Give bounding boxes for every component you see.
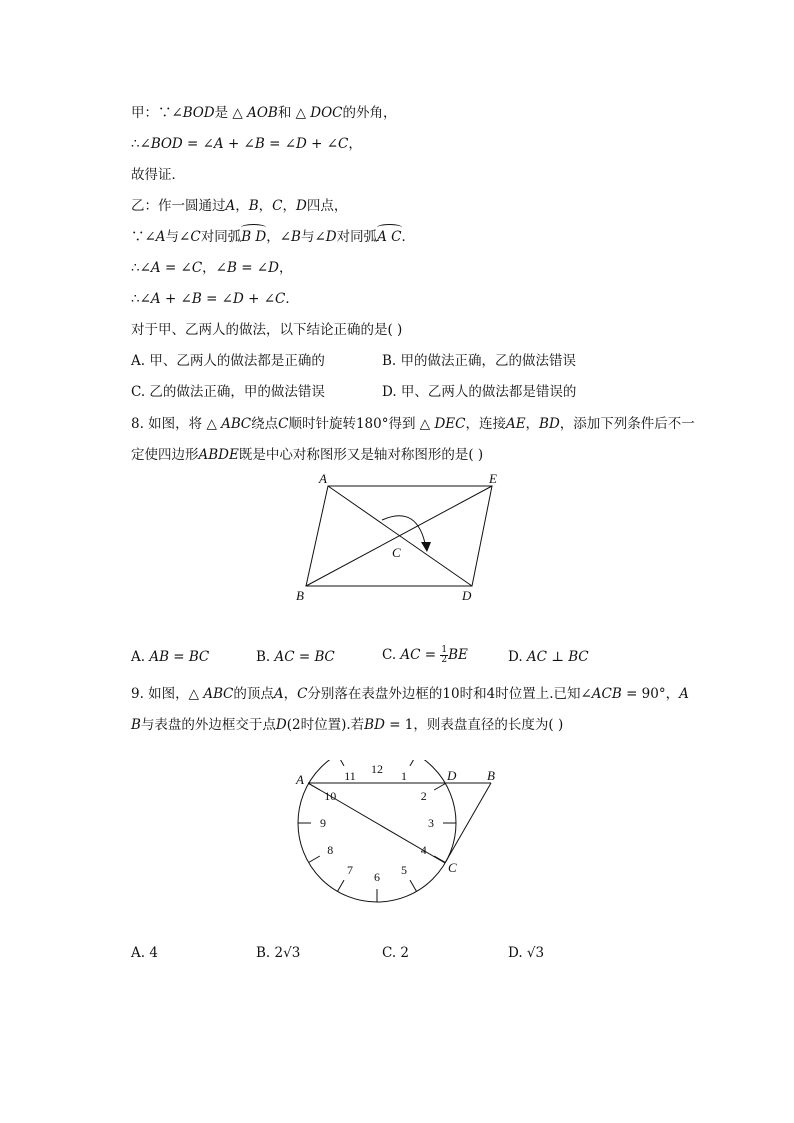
clock-number: 2: [420, 789, 427, 803]
fraction-denominator: 2: [441, 655, 448, 665]
rotation-arrow-head: [421, 542, 431, 552]
clock-tick: [309, 856, 320, 863]
rotation-arrow-arc: [382, 516, 426, 548]
q8-option-c[interactable]: [382, 646, 468, 665]
clock-tick: [338, 880, 345, 891]
q9-stem-line1: 9. 如图，△ 𝐴𝐵𝐶的顶点𝐴，𝐶分别落在表盘外边框的10时和4时位置上.已知∠𝐴𝐶𝐵 = 90°，𝐴: [131, 686, 689, 702]
q7-line-yi: 乙：作一圆通过𝐴，𝐵，𝐶，𝐷四点，: [131, 198, 348, 214]
q7-option-b[interactable]: B. 甲的做法正确，乙的做法错误: [382, 353, 577, 369]
clock-tick: [338, 760, 345, 766]
q7-option-a[interactable]: A. 甲、乙两人的做法都是正确的: [131, 353, 325, 369]
q9-label-a: A: [296, 772, 304, 787]
arc-text-2: ，∠𝐵与∠𝐷对同弧: [266, 229, 378, 245]
q7-option-d[interactable]: D. 甲、乙两人的做法都是错误的: [382, 384, 577, 400]
q7-question: 对于甲、乙两人的做法，以下结论正确的是( ): [131, 322, 403, 338]
clock-number: 11: [344, 769, 356, 784]
clock-number: 7: [347, 862, 353, 877]
q7-line-arcs: [131, 228, 415, 246]
q8-label-c: C: [392, 545, 401, 560]
clock-tick: [434, 856, 445, 863]
fraction-numerator: 1: [441, 645, 448, 655]
q7-line-jia-proof: ∴∠𝐵𝑂𝐷 = ∠𝐴 + ∠𝐵 = ∠𝐷 + ∠𝐶，: [131, 136, 362, 152]
clock-tick: [410, 760, 417, 766]
clock-number: 12: [371, 762, 383, 776]
arc-text-3: ．: [401, 229, 415, 245]
q7-line-jia: 甲：∵∠𝐵𝑂𝐷是 △ 𝐴𝑂𝐵和 △ 𝐷𝑂𝐶的外角，: [131, 105, 397, 121]
clock-tick: [410, 880, 417, 891]
q8-stem-line1: 8. 如图，将 △ 𝐴𝐵𝐶绕点𝐶顺时针旋转180°得到 △ 𝐷𝐸𝐶，连接𝐴𝐸，𝐵𝐷，添加下列条件后不一: [131, 416, 695, 432]
clock-number: 1: [401, 769, 407, 784]
q9-stem-line2: 𝐵与表盘的外边框交于点𝐷(2时位置).若𝐵𝐷 = 1，则表盘直径的长度为( ): [131, 717, 564, 733]
arc-text-1: ∵∠𝐴与∠𝐶对同弧: [131, 229, 242, 245]
q9-option-a[interactable]: A. 4: [131, 945, 158, 961]
q9-label-b: B: [487, 768, 495, 783]
arc-bd: 𝐵 𝐷: [241, 229, 267, 245]
q7-line-equal-angles: ∴∠𝐴 = ∠𝐶，∠𝐵 = ∠𝐷，: [131, 260, 293, 276]
q7-line-conclusion: ∴∠𝐴 + ∠𝐵 = ∠𝐷 + ∠𝐶．: [131, 291, 299, 307]
clock-tick: [434, 784, 445, 791]
q7-line-proved: 故得证．: [131, 167, 185, 183]
q8-option-b[interactable]: B. 𝐴𝐶 = 𝐵𝐶: [256, 649, 335, 665]
q8-label-b: B: [296, 588, 304, 603]
clock-number: 9: [320, 816, 326, 830]
q8-label-e: E: [489, 471, 497, 486]
clock-number: 3: [428, 816, 434, 830]
clock-number: 6: [374, 870, 380, 884]
segment-be: [306, 486, 492, 586]
clock-number: 4: [420, 843, 427, 857]
clock-number: 10: [324, 789, 337, 803]
fraction-one-half: [440, 646, 448, 665]
q7-option-c[interactable]: C. 乙的做法正确，甲的做法错误: [131, 384, 325, 400]
arc-ac: 𝐴 𝐶: [377, 229, 402, 245]
q9-option-b[interactable]: B. 2√3: [256, 945, 301, 961]
q9-option-c[interactable]: C. 2: [382, 945, 410, 961]
q8-option-d[interactable]: D. 𝐴𝐶 ⊥ 𝐵𝐶: [508, 649, 589, 665]
q8-label-a: A: [319, 471, 327, 486]
clock-number: 5: [401, 862, 407, 877]
q9-option-d[interactable]: D. √3: [508, 945, 545, 961]
q8-stem-line2: 定使四边形𝐴𝐵𝐷𝐸既是中心对称图形又是轴对称图形的是( ): [131, 447, 484, 463]
q8-option-a[interactable]: A. 𝐴𝐵 = 𝐵𝐶: [131, 649, 210, 665]
q9-label-c: C: [448, 860, 457, 875]
clock-number: 8: [327, 843, 334, 857]
q8-label-d: D: [462, 588, 472, 603]
q9-label-d: D: [447, 768, 457, 783]
q8-figure: [290, 468, 510, 608]
q8-option-c-prefix: C. 𝐴𝐶 =: [382, 647, 441, 663]
q9-clock-figure: [290, 760, 520, 910]
q8-option-c-suffix: 𝐵𝐸: [448, 647, 468, 663]
